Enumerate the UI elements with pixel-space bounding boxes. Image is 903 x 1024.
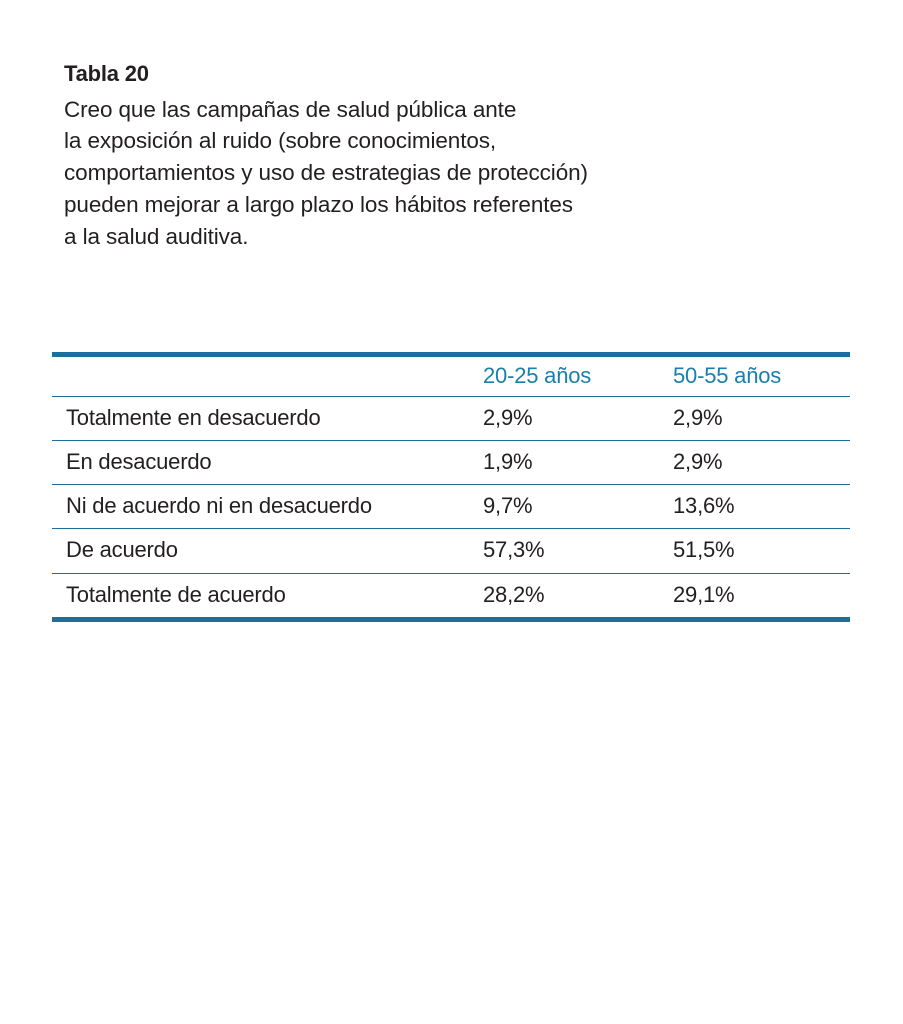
- results-table: [52, 352, 850, 622]
- row-value-50-55: 2,9%: [659, 397, 850, 441]
- caption-line-5: a la salud auditiva.: [64, 224, 249, 250]
- row-value-20-25: 1,9%: [469, 441, 659, 485]
- caption-line-1: Creo que las campañas de salud pública ante: [64, 96, 517, 122]
- table-header: [52, 355, 850, 397]
- table-body: [52, 397, 850, 620]
- caption-line-3: comportamientos y uso de estrategias de protección): [64, 160, 588, 186]
- row-value-50-55: 51,5%: [659, 529, 850, 573]
- column-header-label: [52, 355, 469, 397]
- row-value-50-55: 2,9%: [659, 441, 850, 485]
- table-row: [52, 441, 850, 485]
- row-value-20-25: 2,9%: [469, 397, 659, 441]
- caption-line-4: pueden mejorar a largo plazo los hábitos referentes: [64, 192, 573, 218]
- column-header-50-55: 50-55 años: [659, 355, 850, 397]
- table-header-row: [52, 355, 850, 397]
- table-row: [52, 573, 850, 619]
- row-value-50-55: 13,6%: [659, 485, 850, 529]
- caption-line-2: la exposición al ruido (sobre conocimientos,: [64, 128, 497, 154]
- table-row: [52, 529, 850, 573]
- row-value-50-55: 29,1%: [659, 573, 850, 619]
- table-heading-block: [64, 60, 850, 253]
- table-caption: [64, 94, 824, 254]
- table-number: Tabla 20: [64, 61, 149, 86]
- column-header-20-25: 20-25 años: [469, 355, 659, 397]
- table-row: [52, 397, 850, 441]
- row-label: De acuerdo: [52, 529, 469, 573]
- row-value-20-25: 9,7%: [469, 485, 659, 529]
- row-label: Ni de acuerdo ni en desacuerdo: [52, 485, 469, 529]
- row-label: Totalmente de acuerdo: [52, 573, 469, 619]
- table-row: [52, 485, 850, 529]
- row-value-20-25: 28,2%: [469, 573, 659, 619]
- row-label: En desacuerdo: [52, 441, 469, 485]
- row-value-20-25: 57,3%: [469, 529, 659, 573]
- row-label: Totalmente en desacuerdo: [52, 397, 469, 441]
